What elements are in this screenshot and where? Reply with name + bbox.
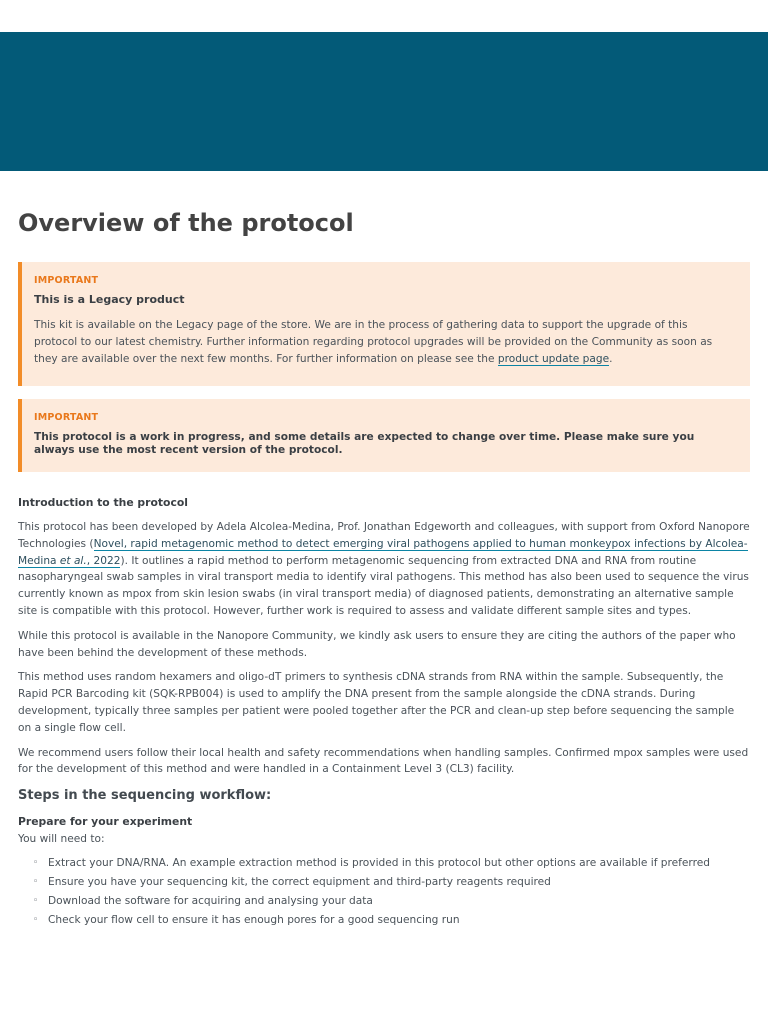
callout-body xyxy=(34,317,734,368)
list-item xyxy=(33,892,750,911)
work-in-progress-callout xyxy=(18,399,750,472)
prepare-list xyxy=(18,854,750,930)
intro-paragraph-3: This method uses random hexamers and oligo-dT primers to synthesis cDNA strands from RNA within the sample. Subsequently, the Rapid PCR Barcoding kit (SQK-RPB004) is used to amplify the DNA present from the sample alongside the cDNA strands. During development, typically three samples per patient were pooled together after the PCR and clean-up step before sequencing the sample on a single flow cell. xyxy=(18,671,735,734)
header-banner xyxy=(0,32,768,171)
callout-tag: IMPORTANT xyxy=(34,412,99,423)
callout-tag: IMPORTANT xyxy=(34,275,99,286)
paper-link-year: , 2022 xyxy=(86,554,121,567)
bullet-icon: ◦ xyxy=(33,914,39,925)
workflow-heading: Steps in the sequencing workflow: xyxy=(18,788,272,804)
legacy-callout xyxy=(18,262,750,386)
intro-heading: Introduction to the protocol xyxy=(18,496,188,509)
list-item-text: Extract your DNA/RNA. An example extraction method is provided in this protocol but other options are available if preferred xyxy=(48,856,710,869)
page-title: Overview of the protocol xyxy=(18,209,354,237)
paper-link-text: Novel, rapid metagenomic method to detect emerging viral pathogens applied to human monkeypox infections by Alcolea-Medina xyxy=(18,537,748,567)
paper-link-etal: et al. xyxy=(59,554,87,567)
intro-paragraph-4: We recommend users follow their local health and safety recommendations when handling samples. Confirmed mpox samples were used for the development of this method and were handled in a Containment Level 3 (CL3) facility. xyxy=(18,746,749,776)
bullet-icon: ◦ xyxy=(33,857,39,868)
list-item-text: Check your flow cell to ensure it has enough pores for a good sequencing run xyxy=(48,913,460,926)
list-item xyxy=(33,873,750,892)
callout-title: This is a Legacy product xyxy=(34,293,185,306)
intro-p1-before: This protocol has been developed by Adela Alcolea-Medina, Prof. Jonathan Edgeworth and colleagues, with support from Oxford Nanopore Technologies ( xyxy=(18,521,750,550)
list-item xyxy=(33,911,750,930)
product-update-link[interactable]: product update page xyxy=(497,353,610,365)
callout-body-end: . xyxy=(609,353,613,365)
callout-body-text: This kit is available on the Legacy page of the store. We are in the process of gathering data to support the upgrade of this protocol to our latest chemistry. Further information regarding protocol upgrades will be provided on the Community as soon as they are available over the next few months. For further information on please see the xyxy=(34,319,713,365)
prepare-heading: Prepare for your experiment xyxy=(18,815,193,829)
list-item xyxy=(33,854,750,873)
list-item-text: Download the software for acquiring and analysing your data xyxy=(48,894,373,907)
callout-text: This protocol is a work in progress, and some details are expected to change over time. Please make sure you always use the most recent version of the protocol. xyxy=(34,431,695,456)
need-text: You will need to: xyxy=(18,833,105,846)
list-item-text: Ensure you have your sequencing kit, the correct equipment and third-party reagents required xyxy=(48,875,551,888)
intro-paragraph-2: While this protocol is available in the Nanopore Community, we kindly ask users to ensure they are citing the authors of the paper who have been behind the development of these methods. xyxy=(18,629,736,659)
main-content xyxy=(18,206,750,930)
bullet-icon: ◦ xyxy=(33,876,39,887)
intro-paragraph-1 xyxy=(18,519,750,620)
bullet-icon: ◦ xyxy=(33,895,39,906)
intro-p1-after: ). It outlines a rapid method to perform metagenomic sequencing from extracted DNA and RNA from routine nasopharyngeal swab samples in viral transport media to identify viral pathogens. This method has also been used to sequence the virus currently known as mpox from skin lesion swabs (in viral transport media) of diagnosed patients, demonstrating an alternative sample site is compatible with this protocol. However, further work is required to assess and validate different sample sites and types. xyxy=(18,554,749,617)
